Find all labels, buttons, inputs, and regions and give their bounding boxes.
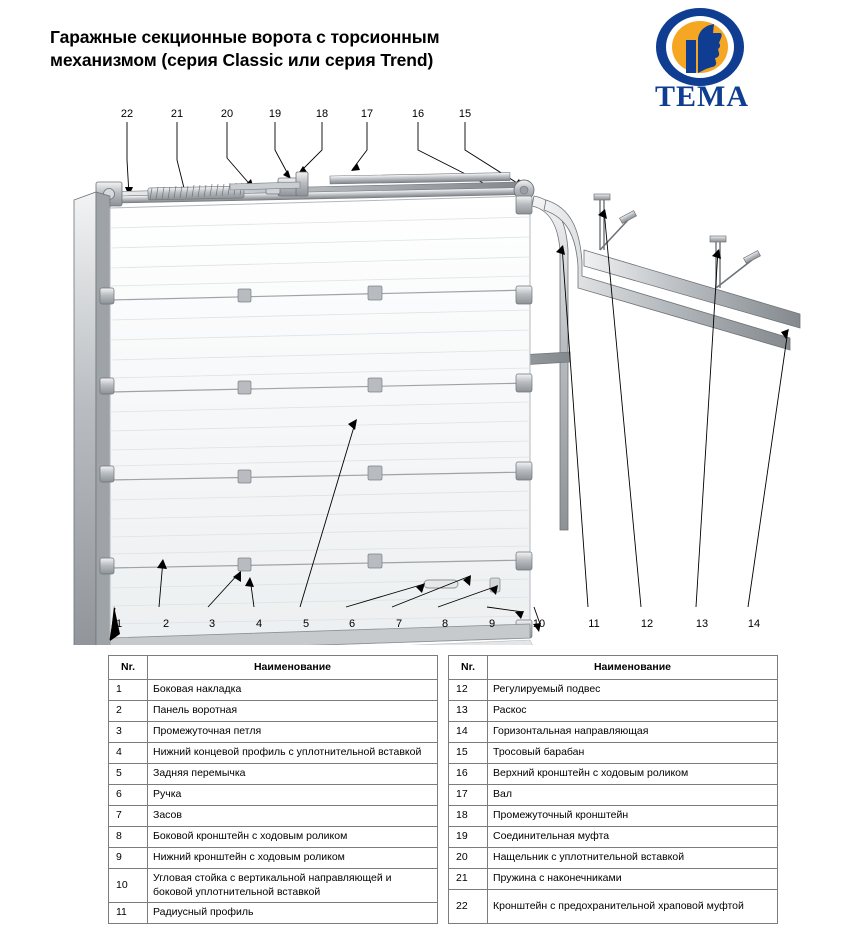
table-row [449,806,778,827]
table-row [449,701,778,722]
callout-3: 3 [208,618,216,630]
callout-10: 10 [532,618,546,630]
garage-door-diagram [0,100,850,645]
column-header-name: Наименование [488,656,778,680]
table-row [109,869,438,903]
row-number: 1 [109,680,148,701]
row-number: 10 [109,869,148,903]
row-name: Регулируемый подвес [488,680,778,701]
logo-wordmark: TEMA [655,80,749,113]
callout-5: 5 [302,618,310,630]
table-row [109,785,438,806]
callout-21: 21 [170,108,184,120]
callout-14: 14 [747,618,761,630]
table-header-row [449,656,778,680]
table-row [449,722,778,743]
column-header-name: Наименование [148,656,438,680]
row-number: 19 [449,827,488,848]
callout-18: 18 [315,108,329,120]
parts-legend [0,655,850,950]
row-name: Засов [148,806,438,827]
table-row [109,764,438,785]
callout-11: 11 [588,618,600,630]
table-row [109,903,438,924]
table-row [449,785,778,806]
callout-1: 1 [115,618,123,630]
callout-13: 13 [695,618,709,630]
table-row [109,743,438,764]
row-number: 4 [109,743,148,764]
row-name: Нижний концевой профиль с уплотнительной вставкой [148,743,438,764]
torsion-spring [148,183,244,200]
row-name: Промежуточная петля [148,722,438,743]
table-row [109,680,438,701]
table-row [109,722,438,743]
column-header-number: Nr. [109,656,148,680]
tema-logo [638,8,766,113]
callout-7: 7 [395,618,403,630]
table-row [109,701,438,722]
row-name: Горизонтальная направляющая [488,722,778,743]
callout-12: 12 [640,618,654,630]
row-name: Промежуточный кронштейн [488,806,778,827]
callout-9: 9 [488,618,496,630]
row-number: 13 [449,701,488,722]
row-name: Радиусный профиль [148,903,438,924]
table-row [449,680,778,701]
table-row [449,869,778,890]
row-name: Боковая накладка [148,680,438,701]
table-row [109,848,438,869]
row-name: Соединительная муфта [488,827,778,848]
title-line-2: механизмом (серия Classic или серия Trend) [50,50,434,71]
row-name: Кронштейн с предохранительной храповой муфтой [488,890,778,924]
row-number: 14 [449,722,488,743]
row-name: Верхний кронштейн с ходовым роликом [488,764,778,785]
row-number: 11 [109,903,148,924]
table-row [449,827,778,848]
row-number: 15 [449,743,488,764]
table-row [109,827,438,848]
row-name: Задняя перемычка [148,764,438,785]
row-name: Пружина с наконечниками [488,869,778,890]
row-number: 2 [109,701,148,722]
row-name: Тросовый барабан [488,743,778,764]
row-number: 22 [449,890,488,924]
row-number: 18 [449,806,488,827]
callout-16: 16 [411,108,425,120]
row-number: 8 [109,827,148,848]
callout-15: 15 [458,108,472,120]
table-header-row [109,656,438,680]
row-name: Нащельник с уплотнительной вставкой [488,848,778,869]
callout-20: 20 [220,108,234,120]
row-number: 7 [109,806,148,827]
door-handle [424,580,458,588]
callout-19: 19 [268,108,282,120]
row-name: Боковой кронштейн с ходовым роликом [148,827,438,848]
table-row [449,890,778,924]
row-name: Ручка [148,785,438,806]
diagram-svg [0,100,850,645]
callout-2: 2 [162,618,170,630]
row-number: 21 [449,869,488,890]
row-name: Панель воротная [148,701,438,722]
parts-table-left [108,655,438,924]
row-name: Раскос [488,701,778,722]
page-title [50,26,620,72]
row-name: Нижний кронштейн с ходовым роликом [148,848,438,869]
table-row [449,848,778,869]
row-number: 17 [449,785,488,806]
column-header-number: Nr. [449,656,488,680]
callout-6: 6 [348,618,356,630]
row-number: 12 [449,680,488,701]
title-line-1: Гаражные секционные ворота с торсионным [50,27,440,47]
callout-17: 17 [360,108,374,120]
row-number: 3 [109,722,148,743]
callout-22: 22 [120,108,134,120]
callout-4: 4 [255,618,263,630]
row-number: 9 [109,848,148,869]
callout-8: 8 [441,618,449,630]
thumbs-up-icon [686,24,722,73]
row-name: Вал [488,785,778,806]
row-number: 6 [109,785,148,806]
row-number: 20 [449,848,488,869]
table-row [109,806,438,827]
table-row [449,764,778,785]
row-number: 16 [449,764,488,785]
row-name: Угловая стойка с вертикальной направляющей и боковой уплотнительной вставкой [148,869,438,903]
table-row [449,743,778,764]
row-number: 5 [109,764,148,785]
parts-table-right [448,655,778,924]
